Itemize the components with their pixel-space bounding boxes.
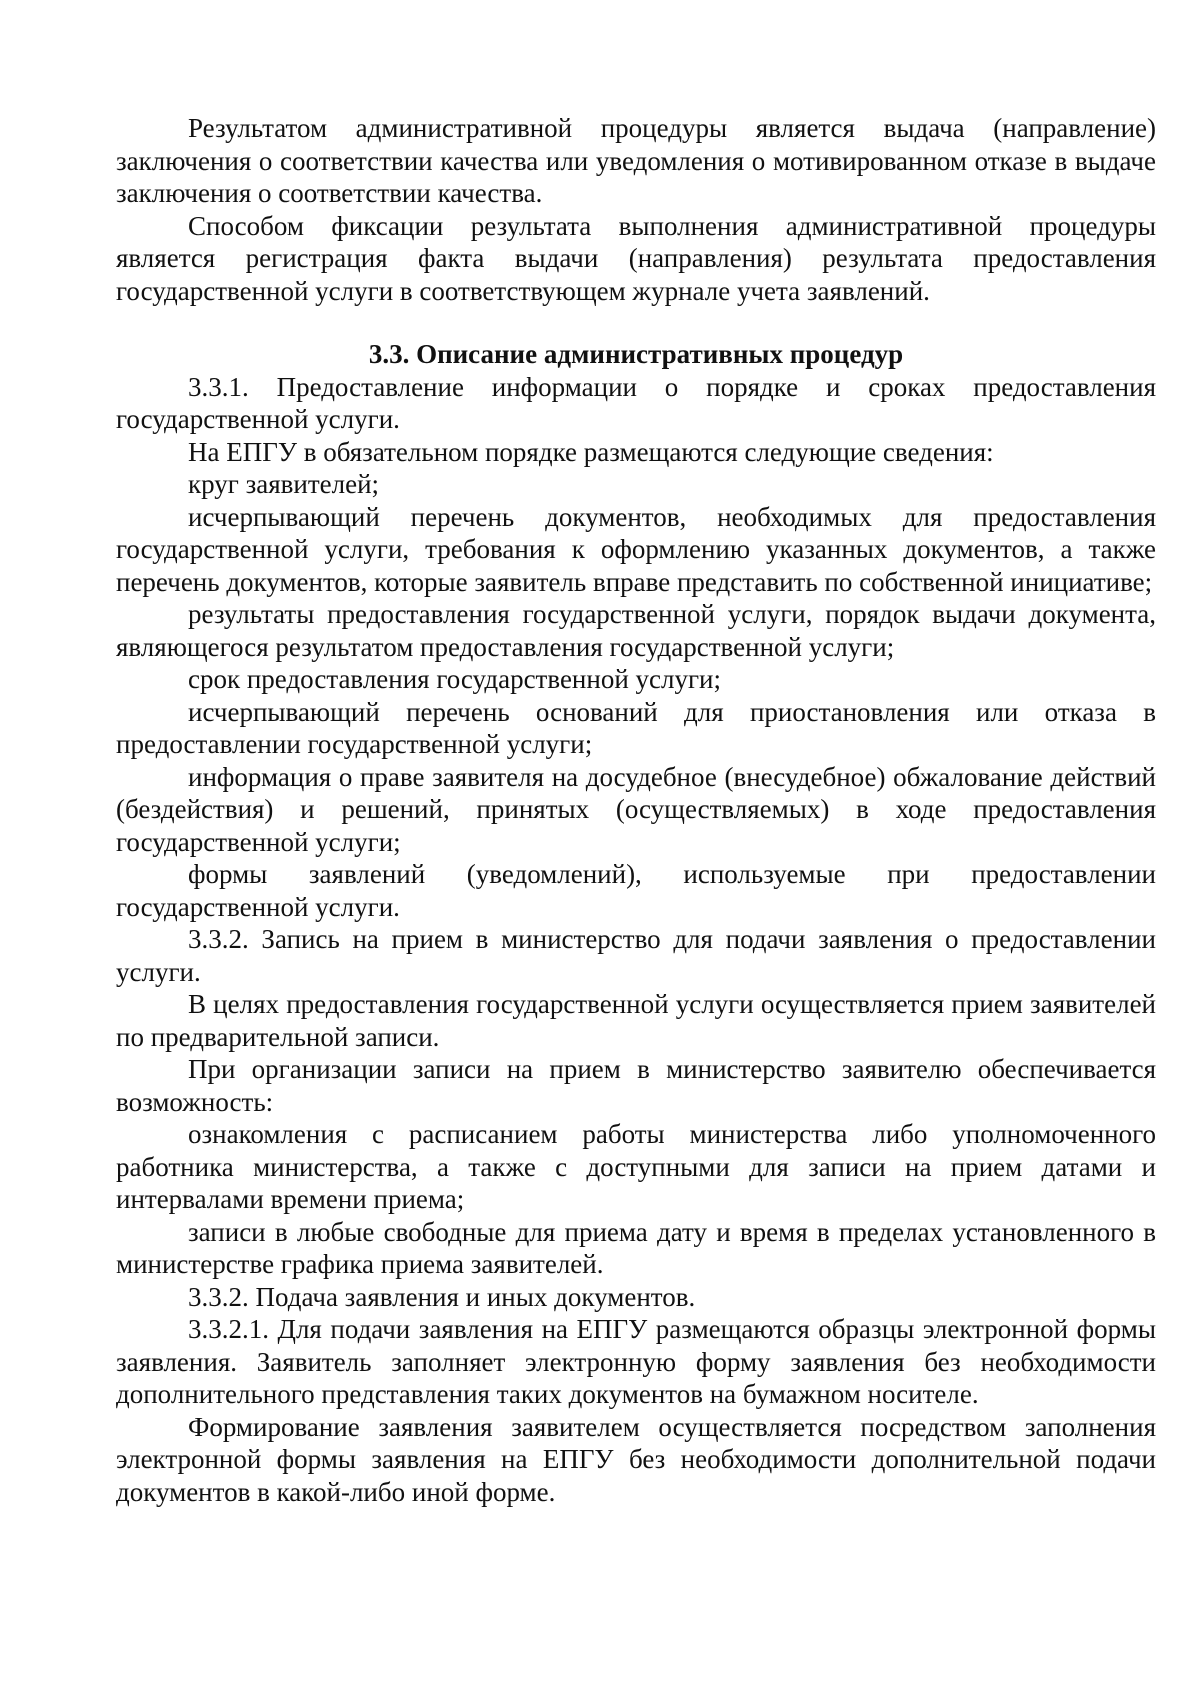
paragraph: При организации записи на прием в министерство заявителю обеспечивается возможность: bbox=[116, 1054, 1156, 1117]
list-item: формы заявлений (уведомлений), используемые при предоставлении государственной услуги. bbox=[116, 859, 1156, 922]
list-item: информация о праве заявителя на досудебное (внесудебное) обжалование действий (бездействия) и решений, принятых (осуществляемых) в ходе предоставления государственной услуги; bbox=[116, 761, 1156, 857]
section-heading: 3.3. Описание административных процедур bbox=[368, 339, 904, 369]
list-item: срок предоставления государственной услуги; bbox=[188, 664, 722, 694]
list-item: записи в любые свободные для приема дату и время в пределах установленного в министерстве графика приема заявителей. bbox=[116, 1216, 1156, 1279]
paragraph: Результатом административной процедуры является выдача (направление) заключения о соответствии качества или уведомления о мотивированном отказе в выдаче заключения о соответствии качества. bbox=[116, 113, 1156, 208]
section-spacer bbox=[116, 307, 1156, 338]
paragraph: 3.3.2. Подача заявления и иных документов. bbox=[188, 1281, 696, 1312]
paragraph: Формирование заявления заявителем осуществляется посредством заполнения электронной формы заявления на ЕПГУ без необходимости дополнительной подачи документов в какой-либо иной форме. bbox=[116, 1411, 1156, 1507]
paragraph: На ЕПГУ в обязательном порядке размещаются следующие сведения: bbox=[188, 436, 994, 467]
paragraph: 3.3.1. Предоставление информации о порядке и сроках предоставления государственной услуги. bbox=[116, 371, 1156, 434]
paragraph: 3.3.2.1. Для подачи заявления на ЕПГУ размещаются образцы электронной формы заявления. Заявитель заполняет электронную форму заявления без необходимости дополнительного представления таких документов на бумажном носителе. bbox=[116, 1314, 1156, 1409]
document-page bbox=[116, 112, 1156, 1508]
list-item: круг заявителей; bbox=[188, 469, 380, 499]
list-item: исчерпывающий перечень оснований для приостановления или отказа в предоставлении государственной услуги; bbox=[116, 696, 1156, 759]
list-item: ознакомления с расписанием работы министерства либо уполномоченного работника министерства, а также с доступными для записи на прием датами и интервалами времени приема; bbox=[116, 1119, 1156, 1214]
list-item: результаты предоставления государственной услуги, порядок выдачи документа, являющегося результатом предоставления государственной услуги; bbox=[116, 599, 1156, 662]
list-item: исчерпывающий перечень документов, необходимых для предоставления государственной услуги, требования к оформлению указанных документов, а также перечень документов, которые заявитель вправе представить по собственной инициативе; bbox=[116, 501, 1156, 597]
paragraph: 3.3.2. Запись на прием в министерство для подачи заявления о предоставлении услуги. bbox=[116, 924, 1156, 987]
paragraph: В целях предоставления государственной услуги осуществляется прием заявителей по предварительной записи. bbox=[116, 989, 1156, 1052]
paragraph: Способом фиксации результата выполнения административной процедуры является регистрация факта выдачи (направления) результата предоставления государственной услуги в соответствующем журнале учета заявлений. bbox=[116, 210, 1156, 306]
